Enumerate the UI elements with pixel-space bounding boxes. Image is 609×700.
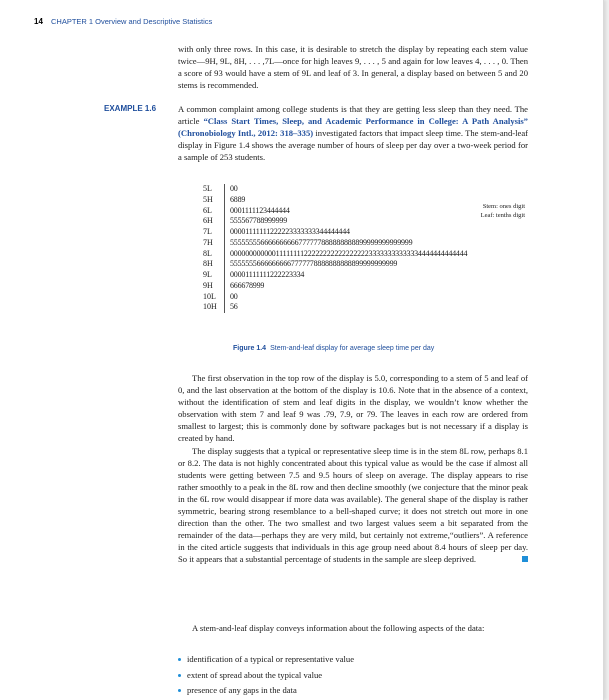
list-item: presence of any gaps in the data [178, 683, 528, 699]
list-item: extent of spread about the typical value [178, 668, 528, 684]
stem-value: 7H [203, 237, 213, 247]
example-text-after: investigated factors that impact sleep time. The stem-and-leaf display in Figure 1.4 shows the average number of hours of sleep per day over a two-week period for a sample of 253 students. [178, 128, 528, 163]
stem-row [203, 259, 467, 270]
stem-value: 6H [203, 216, 213, 226]
stem-divider [224, 302, 225, 313]
legend-stem: Stem: ones digit [482, 203, 525, 210]
body-paragraph-text: The display suggests that a typical or representative sleep time is in the stem 8L row, perhaps 8.1 or 8.2. The data is not highly concentrated about this typical value as would be the case if almost all students were getting between 7.5 and 9.5 hours of sleep on average. The display appears to rise rather smoothly to a peak in the 8L row and then decline smoothly (we conjecture that the minor peak in the 6L row would disappear if more data was available). The general shape of the display is rather symmetric, bearing strong resemblance to a bell-shaped curve; it does not stretch out more in one direction than the other. The two smallest and two largest values seem a bit separated from the remainder of the data—perhaps they are very mild, but certainly not extreme,“outliers”. A reference in the cited article suggests that individuals in this age group need about 8.4 hours of sleep per day. So it appears that a substantial percentage of students in the sample are sleep deprived. [178, 445, 529, 565]
stem-row [203, 238, 467, 249]
stem-value: 8L [203, 248, 212, 258]
legend-leaf: Leaf: tenths digit [480, 212, 525, 219]
stem-value: 8H [203, 259, 213, 269]
stem-divider [224, 249, 225, 260]
stem-value: 6L [203, 205, 212, 215]
stem-value: 5L [203, 184, 212, 193]
stem-row [203, 249, 467, 260]
leaf-values: 666678999 [230, 280, 265, 290]
stem-divider [224, 227, 225, 238]
running-title: CHAPTER 1 Overview and Descriptive Statistics [51, 17, 213, 26]
intro-paragraph: with only three rows. In this case, it is desirable to stretch the display by repeating each stem value twice—9H, 9L, 8H, . . . ,7L—once for high leaves 9, . . . , 5 and again for low leaves 4, . . . , 0. Then a score of 93 would have a stem of 9L and leaf of 3. In general, a display based on between 5 and 20 stems is recommended. [178, 44, 528, 91]
leaf-values: 555555556666666666777777888888888899999999999999 [230, 237, 413, 247]
leaf-values: 00 [230, 291, 238, 301]
leaf-values: 00001111111222223333333344444444 [230, 227, 350, 236]
body-paragraph: The first observation in the top row of the display is 5.0, corresponding to a stem of 5 and leaf of 0, and the last observation at the bottom of the display is 10.6. Note that in the absence of a context, without the identification of stem and leaf digits in the display, we wouldn’t know whether the observation with stem 7 and leaf 9 was .79, 7.9, or 79. The leaves in each row are ordered from smallest to largest; this is commonly done by software packages but is not necessary if a display is created by hand. [178, 373, 528, 444]
stem-row [203, 227, 467, 238]
body-paragraph [178, 445, 528, 566]
stem-row [203, 216, 467, 227]
leaf-values: 0001111123444444 [230, 205, 290, 215]
leaf-values: 6889 [230, 194, 246, 204]
stem-row [203, 292, 467, 303]
stem-divider [224, 281, 225, 292]
page-number: 14 [34, 17, 43, 26]
stem-divider [224, 206, 225, 217]
stem-value: 10L [203, 291, 216, 301]
stem-row [203, 206, 467, 217]
bullet-list [178, 652, 528, 699]
stem-row [203, 302, 467, 313]
list-item: identification of a typical or representative value [178, 652, 528, 668]
leaf-values: 00 [230, 184, 238, 193]
article-citation-link[interactable]: “Class Start Times, Sleep, and Academic Performance in College: A Path Analysis” (Chronobiology Intl., 2012: 318–335) [178, 116, 528, 139]
stem-and-leaf-display [203, 184, 467, 313]
stem-divider [224, 216, 225, 227]
leaf-values: 000000000000111111112222222222222222233333333333334444444444444 [230, 248, 468, 258]
stem-divider [224, 270, 225, 281]
stem-divider [224, 195, 225, 206]
leaf-values: 55555556666666667777778888888888899999999999 [230, 259, 398, 269]
leaf-values: 00001111111222223334 [230, 270, 305, 279]
end-of-example-marker [522, 556, 528, 562]
bullet-intro [178, 622, 528, 634]
stem-value: 5H [203, 194, 213, 204]
example-text [178, 103, 528, 163]
stem-value: 10H [203, 302, 217, 312]
stem-row [203, 184, 467, 195]
body-text [178, 372, 528, 566]
stem-leaf-legend [470, 202, 525, 220]
example-label: EXAMPLE 1.6 [104, 104, 157, 113]
stem-divider [224, 184, 225, 195]
stem-value: 9H [203, 280, 213, 290]
stem-value: 9L [203, 270, 212, 279]
figure-label: Figure 1.4 [233, 345, 267, 352]
example-text-before: A common complaint among college students is that they are getting less sleep than they need. The article [178, 104, 528, 127]
stem-row [203, 195, 467, 206]
stem-row [203, 270, 467, 281]
stem-row [203, 281, 467, 292]
stem-divider [224, 238, 225, 249]
stem-divider [224, 292, 225, 303]
stem-divider [224, 259, 225, 270]
leaf-values: 555567788999999 [230, 216, 288, 226]
figure-caption-text: Stem-and-leaf display for average sleep time per day [270, 345, 435, 352]
leaf-values: 56 [230, 302, 238, 312]
bullet-intro-text: A stem-and-leaf display conveys information about the following aspects of the data: [192, 623, 485, 633]
stem-value: 7L [203, 227, 212, 236]
running-header [34, 17, 212, 26]
figure-caption [233, 345, 434, 352]
